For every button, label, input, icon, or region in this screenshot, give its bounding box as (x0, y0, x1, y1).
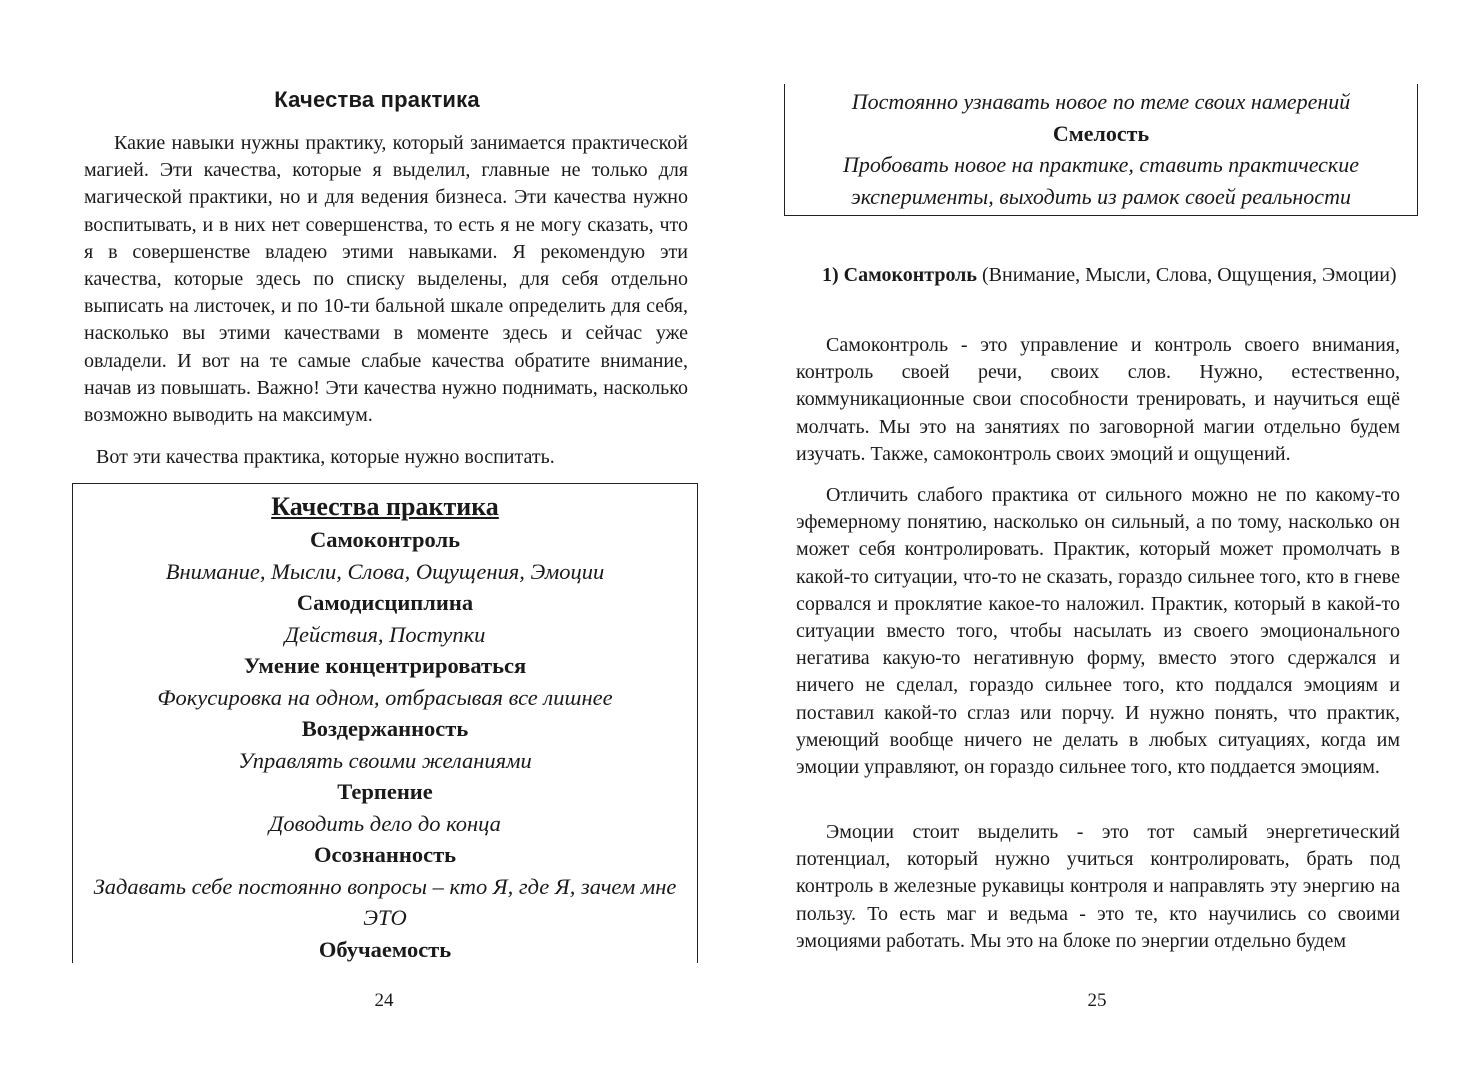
quality-name: Самоконтроль (310, 527, 460, 552)
quality-description: Постоянно узнавать новое по теме своих намерений (851, 89, 1351, 114)
quality-name: Воздержанность (301, 716, 469, 741)
qualities-box-title: Качества практика (271, 492, 499, 521)
right-page (740, 0, 1480, 1080)
quality-name: Умение концентрироваться (243, 653, 527, 678)
body-paragraph: Отличить слабого практика от сильного можно не по какому-то эфемерному понятию, насколько он сильный, а по тому, насколько он может себя контролировать. Практик, который может промолчать в какой-то ситуации, что-то не сказать, гораздо сильнее того, кто в гневе сорвался и проклятие какое-то наложил. Практик, который в какой-то ситуации вместо того, чтобы насылать из своего эмоционального негатива какую-то негативную форму, вместо этого сдержался и ничего не сделал, гораздо сильнее того, кто поддался эмоциям и поставил какой-то сглаз или порчу. И нужно понять, что практик, умеющий вообще ничего не делать в любых ситуациях, когда им эмоции управляют, он гораздо сильнее того, кто поддается эмоциям. (796, 484, 1400, 779)
intro-paragraph: Какие навыки нужны практику, который занимается практической магией. Эти качества, которые я выделил, главные не только для магической практики, но и для ведения бизнеса. Эти качества нужно воспитывать, и в них нет совершенства, то есть я не могу сказать, что я в совершенстве владею этими навыками. Я рекомендую эти качества, которые здесь по списку выделены, для себя отдельно выписать на листочек, и по 10-ти бальной шкале определить для себя, насколько вы этими качествами в моменте здесь и сейчас уже овладели. И вот на те самые слабые качества обратите внимание, начав из повышать. Важно! Эти качества нужно поднимать, насколько возможно выводить на максимум. (84, 132, 688, 427)
body-paragraph: Самоконтроль - это управление и контроль своего внимания, контроль своей речи, своих слов. Нужно, естественно, коммуникационные свои способности тренировать, и научиться ещё молчать. Мы это на занятиях по заговорной магии отдельно будем изучать. Также, самоконтроль своих эмоций и ощущений. (796, 334, 1400, 465)
section-title: 1) Самоконтроль (822, 264, 977, 286)
quality-description: Доводить дело до конца (269, 810, 501, 836)
qualities-box-continued (784, 84, 1418, 216)
page-number: 25 (1087, 990, 1107, 1011)
section-subtitle: (Внимание, Мысли, Слова, Ощущения, Эмоции) (981, 264, 1397, 286)
quality-name: Смелость (1052, 120, 1150, 146)
page-heading: Качества практика (274, 87, 480, 112)
quality-description: Внимание, Мысли, Слова, Ощущения, Эмоции (165, 558, 605, 584)
quality-name: Терпение (337, 779, 433, 804)
section-heading (796, 262, 1400, 290)
quality-description: Управлять своими желаниями (238, 747, 532, 773)
quality-description: Пробовать новое на практике, ставить практические эксперименты, выходить из рамок своей реальности (843, 152, 1359, 209)
page-number: 24 (374, 990, 394, 1011)
quality-description: Фокусировка на одном, отбрасывая все лишнее (157, 684, 613, 710)
lead-in-paragraph: Вот эти качества практика, которые нужно воспитать. (96, 446, 555, 468)
qualities-box (72, 483, 698, 963)
quality-name: Обучаемость (318, 936, 452, 962)
body-paragraph: Эмоции стоит выделить - это тот самый энергетический потенциал, который нужно учиться контролировать, брать под контроль в железные рукавицы контроля и направлять эту энергию на пользу. То есть маг и ведьма - это те, кто научились со своими эмоциями работать. Мы это на блоке по энергии отдельно будем (796, 821, 1400, 952)
quality-description: Задавать себе постоянно вопросы – кто Я, где Я, зачем мне ЭТО (93, 873, 677, 930)
quality-name: Осознанность (313, 842, 457, 867)
quality-name: Самодисциплина (296, 590, 474, 615)
quality-description: Действия, Поступки (284, 621, 486, 647)
